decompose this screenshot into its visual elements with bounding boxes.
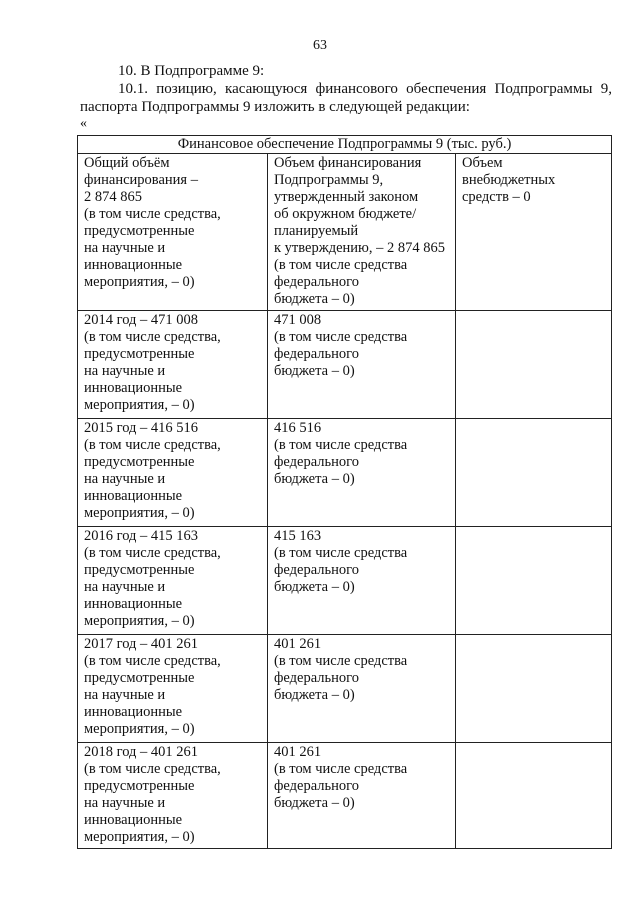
table-row — [78, 635, 612, 743]
cell-line: 415 163 — [274, 528, 322, 544]
table-cell-3 — [456, 527, 612, 635]
cell-line: (в том числе средства — [274, 329, 408, 345]
cell-line: инновационные — [84, 596, 183, 612]
cell-line: финансирования – — [84, 172, 198, 188]
cell-line: утвержденный законом — [274, 189, 419, 205]
cell-line: 2014 год – 471 008 — [84, 312, 199, 328]
cell-line: федерального — [274, 670, 359, 686]
table-cell-1 — [78, 154, 268, 311]
cell-line: мероприятия, – 0) — [84, 397, 195, 413]
cell-line: на научные и — [84, 471, 166, 487]
cell-line: 401 261 — [274, 636, 322, 652]
cell-line: бюджета – 0) — [274, 795, 355, 811]
cell-line: 2017 год – 401 261 — [84, 636, 199, 652]
cell-line: 2018 год – 401 261 — [84, 744, 199, 760]
table-cell-2 — [268, 419, 456, 527]
table-cell-3 — [456, 635, 612, 743]
cell-line: мероприятия, – 0) — [84, 721, 195, 737]
table-cell-1 — [78, 311, 268, 419]
cell-line: бюджета – 0) — [274, 363, 355, 379]
table-cell-3 — [456, 743, 612, 849]
cell-line: федерального — [274, 454, 359, 470]
table-cell-1 — [78, 527, 268, 635]
cell-line: 416 516 — [274, 420, 322, 436]
cell-line: (в том числе средства, — [84, 329, 221, 345]
cell-line: на научные и — [84, 687, 166, 703]
table-row — [78, 419, 612, 527]
cell-line: Подпрограммы 9, — [274, 172, 384, 188]
cell-line: бюджета – 0) — [274, 471, 355, 487]
cell-line: (в том числе средства, — [84, 437, 221, 453]
cell-line: инновационные — [84, 257, 183, 273]
table-row — [78, 311, 612, 419]
cell-line: (в том числе средства, — [84, 653, 221, 669]
cell-line: инновационные — [84, 488, 183, 504]
table-row — [78, 154, 612, 311]
cell-line: (в том числе средства — [274, 761, 408, 777]
table-cell-2 — [268, 635, 456, 743]
table-cell-2 — [268, 527, 456, 635]
cell-line: инновационные — [84, 704, 183, 720]
cell-line: на научные и — [84, 579, 166, 595]
cell-line: на научные и — [84, 795, 166, 811]
table-row — [78, 527, 612, 635]
cell-line: планируемый — [274, 223, 359, 239]
cell-line: инновационные — [84, 812, 183, 828]
cell-line: мероприятия, – 0) — [84, 829, 195, 845]
cell-line: предусмотренные — [84, 223, 195, 239]
table-cell-3 — [456, 311, 612, 419]
paragraph-line-1: 10.1. позицию, касающуюся финансового обеспечения Подпрограммы 9, — [118, 81, 612, 97]
section-heading: 10. В Подпрограмме 9: — [118, 63, 265, 79]
cell-line: 401 261 — [274, 744, 322, 760]
cell-line: Объем — [462, 155, 503, 171]
cell-line: (в том числе средства, — [84, 545, 221, 561]
table-header: Финансовое обеспечение Подпрограммы 9 (тыс. руб.) — [78, 136, 612, 154]
cell-line: федерального — [274, 274, 359, 290]
cell-line: федерального — [274, 778, 359, 794]
cell-line: (в том числе средства — [274, 437, 408, 453]
cell-line: (в том числе средства — [274, 257, 408, 273]
cell-line: 2 874 865 — [84, 189, 142, 205]
cell-line: внебюджетных — [462, 172, 556, 188]
cell-line: об окружном бюджете/ — [274, 206, 417, 222]
table-cell-2 — [268, 154, 456, 311]
cell-line: (в том числе средства, — [84, 206, 221, 222]
cell-line: Объем финансирования — [274, 155, 422, 171]
cell-line: предусмотренные — [84, 346, 195, 362]
cell-line: средств – 0 — [462, 189, 531, 205]
cell-line: предусмотренные — [84, 778, 195, 794]
cell-line: Общий объём — [84, 155, 170, 171]
cell-line: 2015 год – 416 516 — [84, 420, 199, 436]
cell-line: на научные и — [84, 240, 166, 256]
table-cell-2 — [268, 743, 456, 849]
cell-line: к утверждению, – 2 874 865 — [274, 240, 446, 256]
cell-line: федерального — [274, 562, 359, 578]
cell-line: бюджета – 0) — [274, 291, 355, 307]
cell-line: федерального — [274, 346, 359, 362]
cell-line: мероприятия, – 0) — [84, 613, 195, 629]
page-number: 63 — [313, 38, 327, 53]
cell-line: (в том числе средства — [274, 545, 408, 561]
table-cell-1 — [78, 635, 268, 743]
cell-line: мероприятия, – 0) — [84, 274, 195, 290]
table-header-row — [78, 136, 612, 154]
table-cell-3 — [456, 154, 612, 311]
financing-table — [77, 135, 612, 849]
cell-line: бюджета – 0) — [274, 687, 355, 703]
table-cell-3 — [456, 419, 612, 527]
table-cell-1 — [78, 419, 268, 527]
cell-line: бюджета – 0) — [274, 579, 355, 595]
opening-quote: « — [80, 116, 87, 131]
table-row — [78, 743, 612, 849]
cell-line: предусмотренные — [84, 562, 195, 578]
cell-line: (в том числе средства, — [84, 761, 221, 777]
cell-line: 471 008 — [274, 312, 322, 328]
paragraph-line-2: паспорта Подпрограммы 9 изложить в следующей редакции: — [80, 99, 470, 115]
cell-line: предусмотренные — [84, 670, 195, 686]
cell-line: предусмотренные — [84, 454, 195, 470]
cell-line: мероприятия, – 0) — [84, 505, 195, 521]
cell-line: на научные и — [84, 363, 166, 379]
cell-line: 2016 год – 415 163 — [84, 528, 199, 544]
table-cell-1 — [78, 743, 268, 849]
cell-line: инновационные — [84, 380, 183, 396]
table-cell-2 — [268, 311, 456, 419]
cell-line: (в том числе средства — [274, 653, 408, 669]
